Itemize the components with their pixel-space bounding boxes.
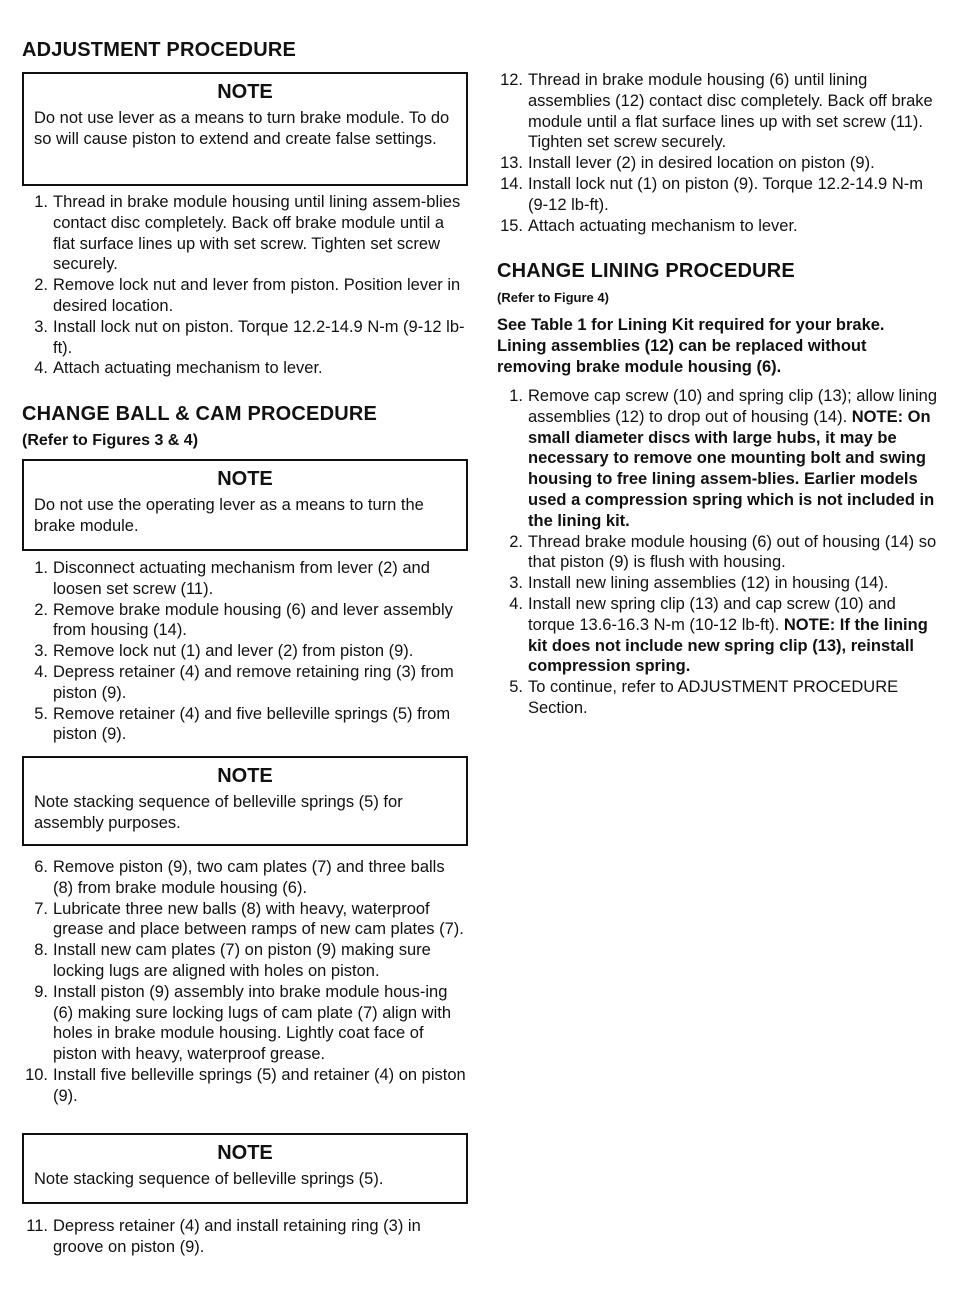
list-item xyxy=(22,358,468,379)
step-number: 1. xyxy=(34,559,48,577)
list-item xyxy=(497,594,937,677)
list-item xyxy=(497,153,937,174)
step-number: 14. xyxy=(500,174,523,193)
step-text: Remove lock nut (1) and lever (2) from piston (9). xyxy=(53,642,414,661)
list-item xyxy=(22,704,468,746)
step-text: Depress retainer (4) and install retaining ring (3) in groove on piston (9). xyxy=(53,1217,421,1256)
step-number: 4. xyxy=(509,594,523,613)
step-number: 11. xyxy=(26,1217,48,1235)
step-text: Attach actuating mechanism to lever. xyxy=(528,216,798,235)
step-number: 9. xyxy=(34,982,48,1001)
step-text: Thread in brake module housing until lining assem-blies contact disc completely. Back off brake module until a flat surface lines up with set screw. Tighten set screw securely. xyxy=(53,193,461,274)
step-number: 2. xyxy=(34,600,48,619)
step-text: Install lock nut (1) on piston (9). Torque 12.2-14.9 N-m (9-12 lb-ft). xyxy=(528,174,923,214)
step-text: Install new lining assemblies (12) in housing (14). xyxy=(528,574,889,593)
lining-reference: (Refer to Figure 4) xyxy=(497,290,609,305)
ball-cam-heading: CHANGE BALL & CAM PROCEDURE xyxy=(22,403,378,425)
note-text: Note stacking sequence of belleville springs (5) for assembly purposes. xyxy=(34,793,403,832)
list-item xyxy=(22,641,468,662)
step-text: Install new cam plates (7) on piston (9) making sure locking lugs are aligned with holes on piston. xyxy=(53,941,431,980)
list-item xyxy=(497,216,937,237)
step-number: 6. xyxy=(34,858,48,876)
list-item xyxy=(497,573,937,594)
note-title: NOTE xyxy=(217,81,273,103)
step-number: 7. xyxy=(34,899,48,918)
list-item xyxy=(22,192,468,275)
step-text: Thread brake module housing (6) out of housing (14) so that piston (9) is flush with housing. xyxy=(528,532,937,572)
step-text: Remove piston (9), two cam plates (7) and three balls (8) from brake module housing (6). xyxy=(53,858,445,897)
ball-cam-reference: (Refer to Figures 3 & 4) xyxy=(22,432,199,449)
step-number: 12. xyxy=(500,71,523,89)
step-number: 3. xyxy=(34,642,48,661)
ball-cam-steps-a xyxy=(22,558,468,745)
step-number: 5. xyxy=(509,678,523,697)
list-item xyxy=(22,275,468,317)
step-bold-note: NOTE: On small diameter discs with large hubs, it may be necessary to remove one mounting bolt and swing housing to free lining assem-blies. Earlier models used a compression spring which is not included in the lining kit. xyxy=(528,407,935,530)
list-item xyxy=(497,532,937,574)
list-item xyxy=(22,982,468,1065)
list-item xyxy=(22,1065,468,1107)
list-item xyxy=(497,70,937,153)
note-title: NOTE xyxy=(217,468,273,490)
list-item xyxy=(22,558,468,600)
adjustment-steps xyxy=(22,192,468,379)
note-text: Do not use the operating lever as a means to turn the brake module. xyxy=(34,496,424,535)
step-text: Install lock nut on piston. Torque 12.2-14.9 N-m (9-12 lb-ft). xyxy=(53,317,465,357)
step-number: 1. xyxy=(34,193,48,211)
step-text: Thread in brake module housing (6) until lining assemblies (12) contact disc completely. Back off brake module until a flat surface lines up with set screw (11). Tighten set screw securely. xyxy=(528,71,933,152)
list-item xyxy=(497,174,937,216)
step-number: 10. xyxy=(25,1065,48,1084)
adjustment-heading: ADJUSTMENT PROCEDURE xyxy=(22,39,297,61)
list-item xyxy=(22,857,468,899)
step-number: 4. xyxy=(34,662,48,681)
ball-cam-steps-c-left xyxy=(22,1216,468,1258)
list-item xyxy=(497,677,937,719)
step-text: Install five belleville springs (5) and retainer (4) on piston (9). xyxy=(53,1065,466,1105)
step-number: 15. xyxy=(500,216,523,235)
list-item xyxy=(22,662,468,704)
note-title: NOTE xyxy=(217,1142,273,1164)
step-text: Install lever (2) in desired location on piston (9). xyxy=(528,154,875,173)
step-number: 1. xyxy=(509,387,523,405)
step-text: Remove cap screw (10) and spring clip (13); allow lining assemblies (12) to drop out of housing (14). xyxy=(528,387,938,426)
step-number: 13. xyxy=(500,154,523,173)
step-number: 2. xyxy=(34,276,48,295)
list-item xyxy=(22,1216,468,1258)
ball-cam-steps-b xyxy=(22,857,468,1107)
lining-intro: See Table 1 for Lining Kit required for your brake. Lining assemblies (12) can be replaced without removing brake module housing (6). xyxy=(497,316,885,376)
step-text: To continue, refer to ADJUSTMENT PROCEDURE Section. xyxy=(528,678,899,717)
step-number: 8. xyxy=(34,941,48,960)
list-item xyxy=(22,940,468,982)
step-text: Lubricate three new balls (8) with heavy, waterproof grease and place between ramps of new cam plates (7). xyxy=(53,899,464,939)
ball-cam-note-2 xyxy=(22,756,468,846)
list-item xyxy=(22,317,468,359)
step-bold-note: NOTE: If the lining kit does not include new spring clip (13), reinstall compression spring. xyxy=(528,615,928,676)
step-text: Install new spring clip (13) and cap screw (10) and torque 13.6-16.3 N-m (10-12 lb-ft). xyxy=(528,594,896,634)
list-item xyxy=(497,386,937,532)
adjustment-note xyxy=(22,72,468,186)
note-text: Note stacking sequence of belleville springs (5). xyxy=(34,1170,384,1188)
step-text: Depress retainer (4) and remove retaining ring (3) from piston (9). xyxy=(53,662,454,702)
step-text: Attach actuating mechanism to lever. xyxy=(53,359,323,378)
step-number: 3. xyxy=(34,317,48,336)
step-number: 4. xyxy=(34,359,48,378)
lining-steps xyxy=(497,386,937,719)
step-text: Disconnect actuating mechanism from lever (2) and loosen set screw (11). xyxy=(53,559,430,598)
ball-cam-steps-c-right xyxy=(497,70,937,236)
note-text: Do not use lever as a means to turn brake module. To do so will cause piston to extend and create false settings. xyxy=(34,109,450,148)
list-item xyxy=(22,899,468,941)
step-number: 3. xyxy=(509,574,523,593)
note-title: NOTE xyxy=(217,765,273,787)
step-text: Remove lock nut and lever from piston. Position lever in desired location. xyxy=(53,276,461,315)
list-item xyxy=(22,600,468,642)
ball-cam-note-3 xyxy=(22,1133,468,1204)
lining-heading: CHANGE LINING PROCEDURE xyxy=(497,260,795,282)
step-text: Remove retainer (4) and five belleville springs (5) from piston (9). xyxy=(53,704,451,744)
step-number: 5. xyxy=(34,704,48,723)
step-text: Remove brake module housing (6) and lever assembly from housing (14). xyxy=(53,600,453,640)
step-number: 2. xyxy=(509,532,523,551)
ball-cam-note-1 xyxy=(22,459,468,551)
step-text: Install piston (9) assembly into brake module hous-ing (6) making sure locking lugs of cam plate (7) align with holes in brake module housing. Lightly coat face of piston with heavy, waterproof grease. xyxy=(53,982,452,1064)
